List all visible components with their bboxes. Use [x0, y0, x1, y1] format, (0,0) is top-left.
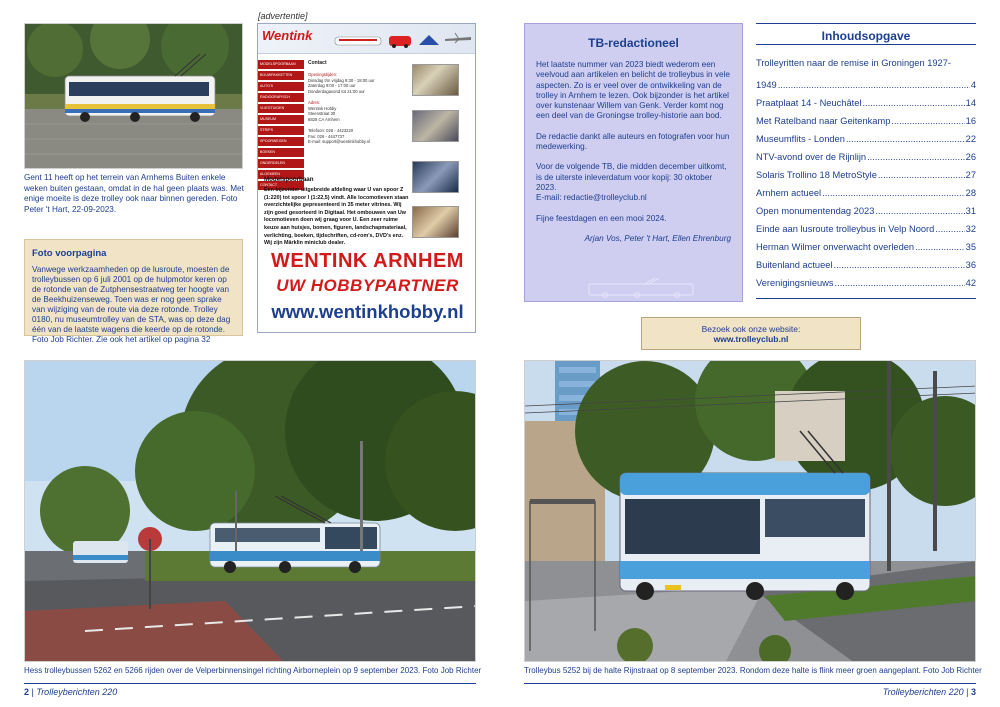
toc-item-title: Open monumentendag 2023 [756, 206, 875, 216]
left-footer-title: Trolleyberichten 220 [36, 687, 118, 697]
ad-hours-time: tot 21:00 uur [341, 88, 365, 94]
ad-modelspoorbaan-text: Een bijzonder uitgebreide afdeling waar U van spoor Z (1:220) tot spoor I (1:22,5) vindt. Alle locomotieven staan overzichtelijke gepresenteerd in 35 meter vitrines. Wij zijn goed gesorteerd in Digitaal. Het ombouwen van Uw locomotieven doen wij graag voor U. Een zeer ruime keuze aan huisjes, bomen, figuren, landschapmateriaal, verlichting, boeken, tijdschriften, cd-rom's, DVD's enz. Wij zijn Märklin miniclub dealer. [264, 187, 409, 247]
toc-item-title: Praatplaat 14 - Neuchâtel [756, 98, 862, 108]
toc-item-title: Solaris Trollino 18 MetroStyle [756, 170, 877, 180]
ad-hours-time: 9:30 - 18:00 uur [345, 77, 375, 83]
ad-menu-item: MODELSPOORBAAN [258, 60, 304, 69]
website-intro: Bezoek ook onze website: [701, 324, 801, 334]
toc-item[interactable] [756, 94, 976, 112]
ad-menu-item: BOUWPAKKETTEN [258, 71, 304, 80]
redactioneel-email[interactable]: E-mail: redactie@trolleyclub.nl [536, 193, 647, 203]
website-box[interactable] [641, 317, 861, 350]
toc-item-page: 27 [965, 170, 976, 180]
toc-item-page: 32 [965, 224, 976, 234]
toc-item-page: 36 [965, 260, 976, 270]
ad-menu-item: AUTO'S [258, 82, 304, 91]
ad-menu-item: ONDERDELEN [258, 159, 304, 168]
top-photo-caption: Gent 11 heeft op het terrein van Arnhems Buiten enkele weken buiten gestaan, omdat in de hal geen plaats was. Met enige moeite is deze trolley ook naar binnen gereden. Foto Peter 't Hart, 22-09-2023. [24, 173, 244, 214]
toc-item-title: Met Ratelband naar Geitenkamp [756, 116, 891, 126]
ad-banner-products-icon [333, 27, 473, 51]
photo-trolleybus-5252-rijnstraat [524, 360, 976, 662]
toc-item[interactable] [756, 256, 976, 274]
toc-item-title: Trolleyritten naar de remise in Groningen 1927- [756, 58, 951, 68]
toc-item-page: 31 [965, 206, 976, 216]
ad-shop-photo [412, 161, 459, 193]
toc-item[interactable] [756, 220, 976, 238]
toc-item-title: Arnhem actueel [756, 188, 822, 198]
ad-hours-day: Donderdagavond [308, 88, 341, 94]
toc-item[interactable] [756, 184, 976, 202]
foto-voorpagina-text: Vanwege werkzaamheden op de lusroute, moesten de trolleybussen op 6 juli 2001 op de hulpmotor keren op de rotonde van de Zutphensestraatweg ter hoogte van de Beekhuizenseweg. Toen was er nog geen sprake van wijziging van de route via deze rotonde. Trolley 0180, nu museumtrolley van de STA, was op deze dag één van de laatste wagens die keerde op de rotonde. Foto Job Richter. Zie ook het artikel op pagina 32 [32, 265, 231, 344]
foto-voorpagina-box [24, 239, 243, 344]
redactioneel-paragraph: Fijne feestdagen en een mooi 2024. [536, 213, 667, 223]
toc-item-title: Verenigingsnieuws [756, 278, 834, 288]
ad-website-link[interactable]: www.wentinkhobby.nl [271, 301, 464, 322]
ad-slogan-hobbypartner: UW HOBBYPARTNER [276, 276, 459, 295]
wentink-logo: Wentink [262, 28, 313, 43]
ad-hours-time: 9:00 - 17:00 uur [325, 83, 356, 89]
left-footer-rule [24, 683, 476, 684]
ad-menu-item: CONTACT [258, 181, 304, 190]
ad-modelspoorbaan-title: Modelspoorbaan [264, 176, 314, 183]
redactioneel-paragraph: De redactie dankt alle auteurs en fotografen voor hun medewerking. [536, 131, 730, 152]
ad-menu-item: SPOORWEGEN [258, 137, 304, 146]
photo-hess-trolleybuses-5262-5266 [24, 360, 476, 662]
toc-title: Inhoudsopgave [756, 23, 976, 45]
ad-menu-item: VLIEGTUIGEN [258, 104, 304, 113]
website-link[interactable]: www.trolleyclub.nl [713, 334, 789, 344]
toc-item[interactable] [756, 112, 976, 130]
ad-menu-item: STRIPS [258, 126, 304, 135]
right-footer-rule [524, 683, 976, 684]
toc-item-title: Herman Wilmer onverwacht overleden [756, 242, 915, 252]
ad-contact-title: Contact [308, 60, 327, 66]
right-footer-title: Trolleyberichten 220 [882, 687, 964, 697]
bottom-right-photo-caption: Trolleybus 5252 bij de halte Rijnstraat op 8 september 2023. Rondom deze halte is flink meer groen aangeplant. Foto Job Richter [524, 666, 982, 675]
toc-item-title: Museumflits - Londen [756, 134, 845, 144]
right-page-number: 3 [970, 687, 976, 697]
foto-voorpagina-title: Foto voorpagina [32, 248, 107, 259]
ad-address-line: 6828 CA Arnhem [308, 116, 340, 122]
ad-menu-item: MUSEUM [258, 115, 304, 124]
toc-item-page: 14 [965, 98, 976, 108]
ad-hours-label: Openingstijden: [308, 72, 338, 78]
ad-address-line: Steenstraat 30 [308, 111, 336, 117]
toc-item[interactable] [756, 274, 976, 292]
toc-item[interactable] [756, 130, 976, 148]
toc-item-page: 16 [965, 116, 976, 126]
ad-slogan-wentink-arnhem: WENTINK ARNHEM [271, 250, 464, 272]
wentink-advertisement[interactable] [257, 23, 476, 333]
ad-phone: Telefoon: 026 - 4423220 [308, 128, 354, 134]
toc-item-title: Einde aan lusroute trolleybus in Velp Noord [756, 224, 935, 234]
toc-item-page: 4 [970, 80, 976, 90]
ad-shop-photo [412, 64, 459, 96]
ad-shop-photo [412, 206, 459, 238]
ad-shop-photo [412, 110, 459, 142]
table-of-contents [756, 23, 976, 299]
toc-item-title: Buitenland actueel [756, 260, 833, 270]
ad-hours-day: Zaterdag [308, 83, 325, 89]
toc-item[interactable] [756, 54, 976, 72]
toc-item-title: 1949 [756, 80, 777, 90]
ad-contact-block [308, 60, 408, 145]
ad-address-label: Adres: [308, 100, 321, 106]
toc-item-page: 26 [965, 152, 976, 162]
ad-email: E-mail: support@wentinkhobby.nl [308, 139, 371, 145]
toc-item[interactable] [756, 148, 976, 166]
ad-menu-item: BOEKEN [258, 148, 304, 157]
tb-redactioneel-box [524, 23, 743, 302]
toc-item-page: 28 [965, 188, 976, 198]
redactioneel-signature: Arjan Vos, Peter 't Hart, Ellen Ehrenburg [584, 233, 731, 243]
toc-item[interactable] [756, 76, 976, 94]
toc-item-page: 22 [965, 134, 976, 144]
toc-bottom-rule [756, 298, 976, 299]
ad-menu-item: ALGEMEEN [258, 170, 304, 179]
toc-item-page: 42 [965, 278, 976, 288]
trolleybus-outline-icon [585, 278, 697, 298]
toc-item[interactable] [756, 238, 976, 256]
toc-item[interactable] [756, 166, 976, 184]
redactioneel-paragraph: Voor de volgende TB, die midden december uitkomt, is de uiterste inleverdatum voor kopij: 30 oktober 2023. [536, 162, 727, 192]
ad-hours-day: Dinsdag t/m vrijdag [308, 77, 344, 83]
ad-banner [258, 24, 476, 54]
left-page-number: 2 [24, 687, 30, 697]
photo-gent-11-trolley [24, 23, 243, 169]
toc-item-page: 35 [965, 242, 976, 252]
left-footer: 2 | Trolleyberichten 220 [24, 687, 118, 697]
redactioneel-paragraph: Het laatste nummer van 2023 biedt wederom een veelvoud aan artikelen en belicht de trolleybus in vele aspecten. Zo is er veel over de ontwikkeling van de trolley in Arnhem te lezen. Ook bijzonder is het artikel over kunstenaar Willem van Genk. Verder komt nog een deel van de Groningse trolley-historie aan bod. [536, 60, 730, 121]
ad-label: [advertentie] [258, 11, 308, 21]
ad-address-line: Wentink Hobby [308, 105, 337, 111]
toc-item[interactable] [756, 202, 976, 220]
right-footer: Trolleyberichten 220 | 3 [882, 687, 976, 697]
ad-menu-item: RADIOGRAFISCH [258, 93, 304, 102]
bottom-left-photo-caption: Hess trolleybussen 5262 en 5266 rijden over de Velperbinnensingel richting Airborneplein op 9 september 2023. Foto Job Richter [24, 666, 482, 675]
ad-menu [258, 60, 304, 192]
toc-item-title: NTV-avond over de Rijnlijn [756, 152, 867, 162]
redactioneel-title: TB-redactioneel [588, 36, 679, 50]
ad-fax: Fax: 026 - 4447737 [308, 133, 345, 139]
